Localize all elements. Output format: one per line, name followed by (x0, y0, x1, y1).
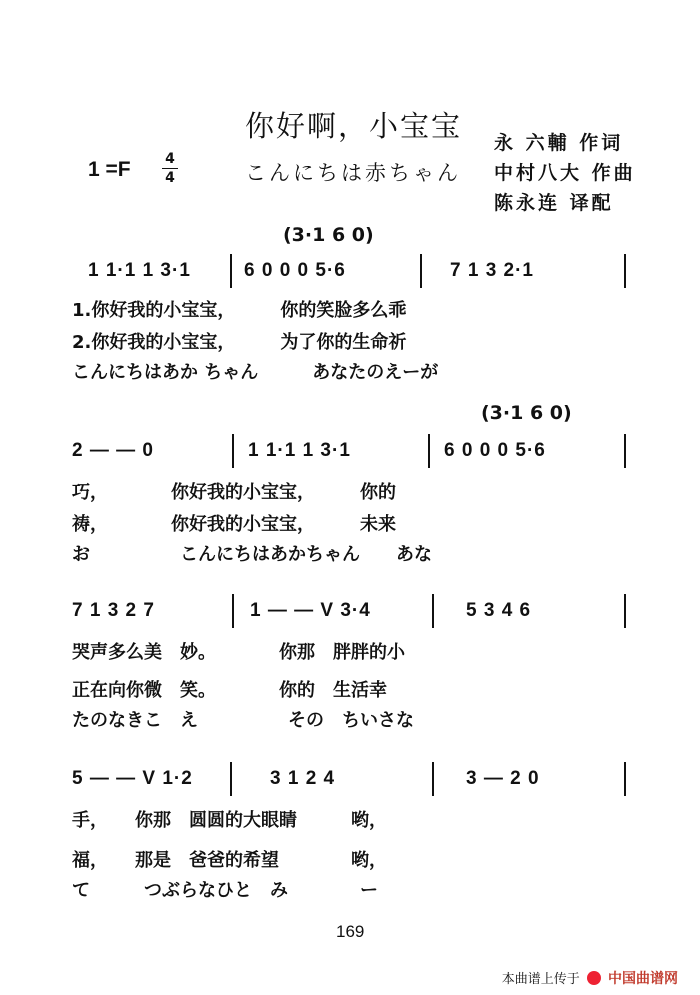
lyric-line-japanese: こんにちはあか ちゃん あなたのえーが (72, 362, 439, 383)
lyric-line-verse1: 1.你好我的小宝宝， 你的笑脸多么乖 (72, 300, 407, 321)
bar-line (230, 762, 232, 796)
bar-line (624, 762, 626, 796)
bar-line (420, 254, 422, 288)
bar-line (232, 434, 234, 468)
bar-line (432, 594, 434, 628)
lyric-line-verse2: 祷， 你好我的小宝宝， 未来 (72, 514, 396, 535)
upload-footer (502, 968, 678, 988)
lyric-line-verse1: 手， 你那 圆圆的大眼睛 哟， (72, 810, 387, 831)
key-signature: 1 =F (88, 158, 131, 181)
time-signature (162, 152, 178, 185)
measure-notes: 7 1 3 2 7 (72, 600, 155, 621)
measure-notes: 1 1·1 1 3·1 (88, 260, 191, 281)
bar-line (232, 594, 234, 628)
lyricist-credit: 永 六輔 作词 (494, 132, 624, 154)
bar-line (230, 254, 232, 288)
measure-notes: 6 0 0 0 5·6 (244, 260, 346, 281)
lyric-line-verse2: 2.你好我的小宝宝， 为了你的生命祈 (72, 332, 407, 353)
lyric-line-verse1: 巧， 你好我的小宝宝， 你的 (72, 482, 396, 503)
time-signature-top: 4 (165, 151, 175, 167)
arranger-credit: 陈永连 译配 (494, 192, 614, 214)
bar-line (624, 254, 626, 288)
lyric-line-japanese: お こんにちはあかちゃん あな (72, 544, 432, 565)
site-logo-icon (587, 971, 601, 985)
measure-notes: 7 1 3 2·1 (450, 260, 534, 281)
bar-line (624, 434, 626, 468)
measure-notes: 1 1·1 1 3·1 (248, 440, 351, 461)
measure-notes: 5 — — V 1·2 (72, 768, 193, 789)
lyric-line-japanese: て つぶらなひと み ー (72, 880, 378, 901)
measure-notes: 1 — — V 3·4 (250, 600, 371, 621)
lyric-line-verse2: 正在向你微 笑。 你的 生活幸 (72, 680, 387, 701)
composer-credit: 中村八大 作曲 (494, 162, 636, 184)
measure-notes: 6 0 0 0 5·6 (444, 440, 546, 461)
bar-line (624, 594, 626, 628)
bar-line (432, 762, 434, 796)
song-subtitle-japanese: こんにちは赤ちゃん (245, 161, 461, 185)
time-signature-bottom: 4 (165, 170, 175, 186)
time-signature-divider (162, 168, 178, 169)
bar-line (428, 434, 430, 468)
measure-notes: 5 3 4 6 (466, 600, 532, 621)
grace-notes: (3·1 6 0) (481, 402, 572, 424)
footer-text: 本曲谱上传于 (501, 972, 580, 987)
lyric-line-verse2: 福， 那是 爸爸的希望 哟， (72, 850, 387, 871)
measure-notes: 3 1 2 4 (270, 768, 336, 789)
measure-notes: 2 — — 0 (72, 440, 154, 461)
lyric-line-verse1: 哭声多么美 妙。 你那 胖胖的小 (72, 642, 405, 663)
song-title: 你好啊，小宝宝 (245, 109, 463, 143)
lyric-line-japanese: たのなきこ え その ちいさな (72, 710, 414, 731)
footer-site-name[interactable]: 中国曲谱网 (608, 971, 678, 987)
page-number: 169 (336, 922, 365, 941)
grace-notes: (3·1 6 0) (283, 224, 374, 246)
measure-notes: 3 — 2 0 (466, 768, 540, 789)
